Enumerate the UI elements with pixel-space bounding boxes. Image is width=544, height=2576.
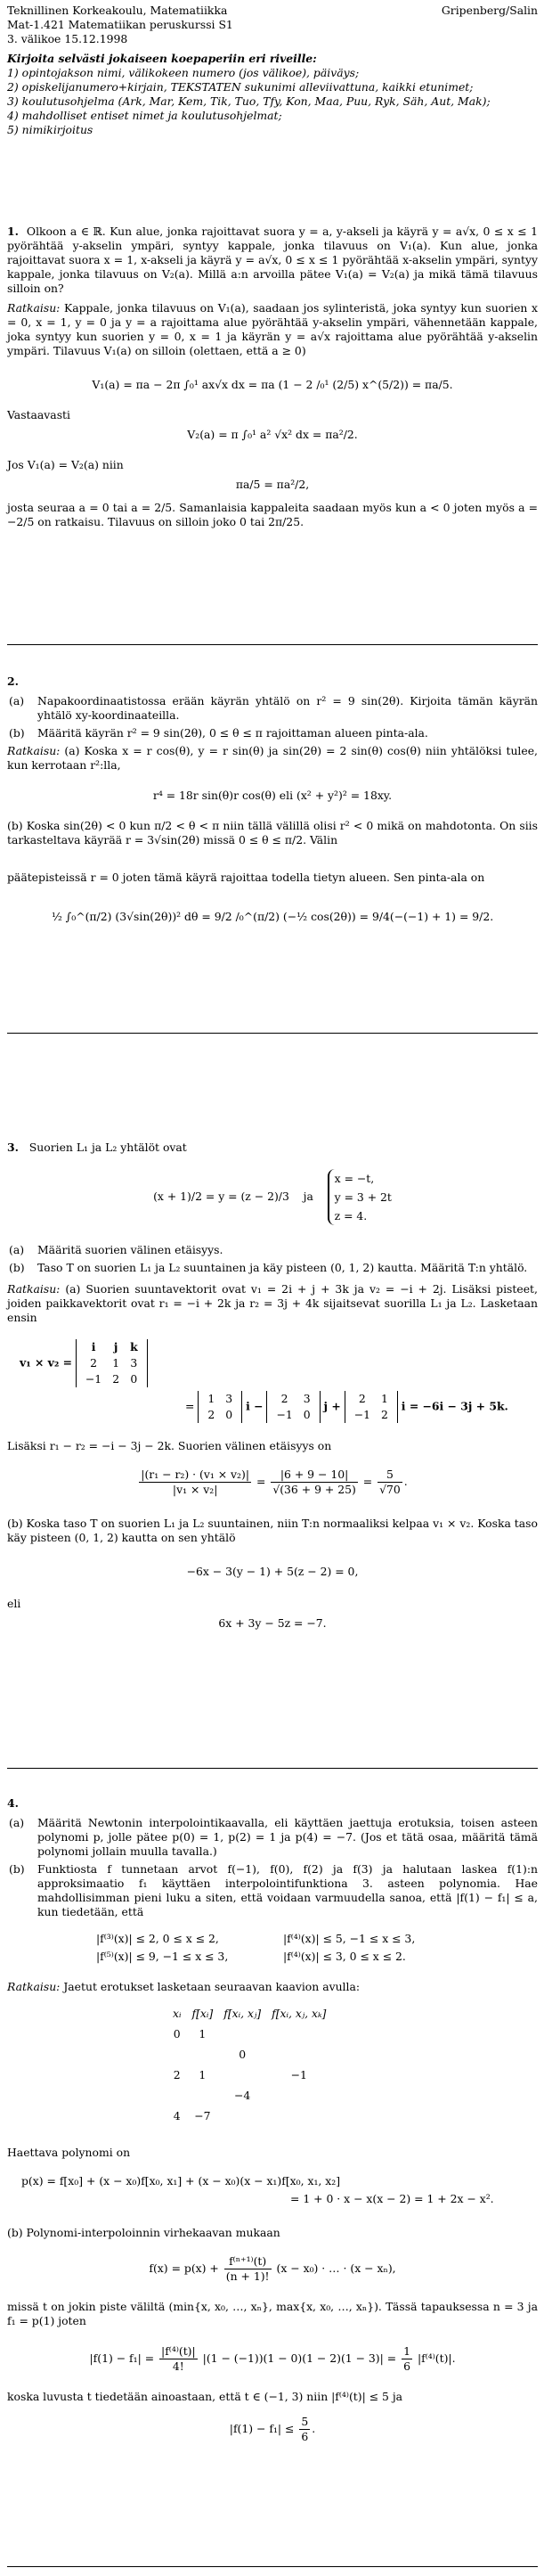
- minor-1: [198, 1391, 242, 1423]
- table-cell: [266, 2106, 331, 2126]
- table-row: [167, 2106, 331, 2126]
- divider: [7, 644, 538, 645]
- matrix-cell: 2: [207, 1408, 215, 1421]
- equation-equal: πa/5 = πa²/2,: [235, 478, 310, 491]
- exam-header: [7, 4, 538, 137]
- text-eli: eli: [7, 1597, 21, 1610]
- table-cell: [186, 2044, 218, 2065]
- table-cell: [266, 2024, 331, 2044]
- problem-part-a: (a) Määritä suorien välinen etäisyys.: [9, 1243, 223, 1256]
- matrix-row: [80, 1371, 143, 1387]
- equation-bound: |f(1) − f₁| = $\frac{\text{|f⁽⁴⁾(t)|}}{4!}$ |(1 − (−1))(1 − 0)(1 − 2)(1 − 3)| = $\frac{1}{6}$ |f⁽⁴⁾(t)|.: [89, 2344, 456, 2373]
- equation-final: |f(1) − f₁| ≤ $\frac{5}{6}$ .: [229, 2415, 316, 2443]
- line-l1-equation: (x + 1)/2 = y = (z − 2)/3: [153, 1190, 289, 1203]
- text-polynomial: Haettava polynomi on: [7, 2146, 131, 2159]
- equation-xy: r⁴ = 18r sin(θ)r cos(θ) eli (x² + y²)² = 18xy.: [152, 789, 393, 802]
- table-cell: −4: [234, 2088, 251, 2102]
- table-cell: [186, 2085, 218, 2106]
- table-header: f[xᵢ]: [191, 2006, 214, 2020]
- equation-v1: V₁(a) = πa − 2π ∫₀¹ ax√x dx = πa (1 − 2 /₀¹ (2/5) x^(5/2)) = πa/5.: [92, 378, 453, 391]
- matrix-row: [271, 1407, 315, 1423]
- table-cell: 2: [173, 2067, 181, 2081]
- instruction-4: 4) mahdolliset entiset nimet ja koulutusohjelmat;: [7, 109, 282, 122]
- table-row: [167, 2024, 331, 2044]
- line-l2-system: x = −t, y = 3 + 2t z = 4.: [328, 1169, 392, 1225]
- conclusion-text: josta seuraa a = 0 tai a = 2/5. Samanlaisia kappaleita saadaan myös kun a < 0 joten myös a = −2/5 on ratkaisu. Tilavuus on silloin joko 0 tai 2π/25.: [7, 501, 538, 528]
- table-cell: 1: [199, 2026, 207, 2040]
- matrix-cell: 0: [130, 1372, 138, 1386]
- table-row: [167, 2085, 331, 2106]
- table-cell: −7: [194, 2108, 211, 2122]
- problem-number: 4.: [7, 1796, 19, 1810]
- matrix-row: [349, 1407, 394, 1423]
- instruction-1: 1) opintojakson nimi, välikokeen numero (jos välikoe), päiväys;: [7, 66, 360, 79]
- and-word: ja: [303, 1190, 313, 1203]
- cross-expansion: = 1 3 2 0 i − 2 3 −1 0 j + 2 1 −1 2 i = −6i − 3j + 5k.: [185, 1392, 508, 1421]
- divider: [7, 1768, 538, 1769]
- equation-distance: $\frac{\text{|(r₁ − r₂) · (v₁ × v₂)|}}{\text{|v₁ × v₂|}}$ = $\frac{|6 + 9 - 10|}{√(36 + 9 + 25)}$ = $\frac{5}{√70}$ .: [141, 1468, 408, 1496]
- solution-b-text: (b) Polynomi-interpoloinnin virhekaavan mukaan: [7, 2226, 280, 2239]
- table-cell: 4: [173, 2108, 181, 2122]
- matrix-cell: 1: [112, 1356, 120, 1370]
- matrix-row: [271, 1391, 315, 1407]
- minor-3: [345, 1391, 398, 1423]
- solution-b-text: (b) Koska taso T on suorien L₁ ja L₂ suuntainen, niin T:n normaaliksi kelpaa v₁ × v₂. Koska taso käy pisteen (0, 1, 2) kautta on sen yhtälö: [7, 1517, 538, 1544]
- table-cell: [218, 2106, 266, 2126]
- table-cell: 0: [173, 2026, 181, 2040]
- problem-number: 1.: [7, 225, 19, 238]
- matrix-cell: 0: [225, 1408, 233, 1421]
- table-cell: [218, 2024, 266, 2044]
- problem-number: 3.: [7, 1141, 19, 1154]
- solution-a-text: (a) Suorien suuntavektorit ovat v₁ = 2i + j + 3k ja v₂ = −i + 2j. Lisäksi pisteet, joiden paikkavektorit ovat r₁ = −i + 2k ja r₂ = 3j + 4k sijaitsevat suorilla L₁ ja L₂. Lasketaan ensin: [7, 1282, 538, 1324]
- minor-2: [266, 1391, 320, 1423]
- equation-area: ½ ∫₀^(π/2) (3√sin(2θ))² dθ = 9/2 /₀^(π/2) (−½ cos(2θ)) = 9/4(−(−1) + 1) = 9/2.: [51, 910, 494, 923]
- matrix-cell: 2: [280, 1392, 288, 1405]
- institution: Teknillinen Korkeakoulu, Matematiikka: [7, 4, 228, 17]
- table-cell: −1: [290, 2067, 307, 2081]
- matrix-cell: 2: [380, 1408, 388, 1421]
- table-cell: [266, 2085, 331, 2106]
- problem-part-b: (b) Määritä käyrän r² = 9 sin(2θ), 0 ≤ θ ≤ π rajoittaman alueen pinta-ala.: [9, 726, 428, 740]
- problem-part-a: (a) Määritä Newtonin interpolointikaavalla, eli käyttäen jaettuja erotuksia, toisen asteen polynomi p, jolle pätee p(0) = 1, p(2) = 1 ja p(4) = −7. (Jos et tätä osaa, määritä tämä polynomi jollain muulla tavalla.): [9, 1816, 538, 1858]
- table-cell: [266, 2044, 331, 2065]
- problem-3: [7, 1141, 538, 1631]
- equation-plane-1: −6x − 3(y − 1) + 5(z − 2) = 0,: [186, 1565, 359, 1578]
- problem-statement: Suorien L₁ ja L₂ yhtälöt ovat: [28, 1141, 187, 1154]
- solution-a-text: Jaetut erotukset lasketaan seuraavan kaavion avulla:: [63, 1980, 361, 1993]
- text-koska: koska luvusta t tiedetään ainoastaan, että t ∈ (−1, 3) niin |f⁽⁴⁾(t)| ≤ 5 ja: [7, 2390, 403, 2403]
- matrix-cell: 1: [207, 1392, 215, 1405]
- solution-label: Ratkaisu:: [7, 1980, 61, 1993]
- matrix-cell: j: [113, 1340, 118, 1353]
- table-header: f[xᵢ, xⱼ, xₖ]: [272, 2006, 327, 2020]
- matrix-cell: 2: [90, 1356, 97, 1370]
- matrix-cell: −1: [276, 1408, 293, 1421]
- matrix-cell: 3: [225, 1392, 233, 1405]
- text-vastaavasti: Vastaavasti: [7, 408, 70, 421]
- derivative-bounds: |f⁽³⁾(x)| ≤ 2, 0 ≤ x ≤ 2, |f⁽⁴⁾(x)| ≤ 5, −1 ≤ x ≤ 3, |f⁽⁵⁾(x)| ≤ 9, −1 ≤ x ≤ 3, |f⁽⁴⁾(x)| ≤ 3, 0 ≤ x ≤ 2.: [96, 1932, 416, 1963]
- problem-part-b: (b) Taso T on suorien L₁ ja L₂ suuntainen ja käy pisteen (0, 1, 2) kautta. Määritä T:n yhtälö.: [9, 1261, 528, 1274]
- equation-polynomial-1: p(x) = f[x₀] + (x − x₀)f[x₀, x₁] + (x − x₀)(x − x₁)f[x₀, x₁, x₂]: [21, 2174, 341, 2188]
- table-header: f[xᵢ, xⱼ]: [223, 2006, 262, 2020]
- instruction-5: 5) nimikirjoitus: [7, 123, 93, 136]
- table-cell: [167, 2044, 186, 2065]
- solution-text: Kappale, jonka tilavuus on V₁(a), saadaan jos sylinteristä, joka syntyy kun suorien x = 0, x = 1, y = 0 ja y = a rajoittama alue pyörähtää y-akselin ympäri, vähennetään kappale, joka syntyy kun suorien y = 0, x = 1 ja käyrän y = a√x rajoittama alue pyörähtää y-akselin ympäri. Tilavuus V₁(a) on silloin (olettaen, että a ≥ 0): [7, 301, 538, 357]
- divider: [7, 2566, 538, 2567]
- instruction-3: 3) koulutusohjelma (Ark, Mar, Kem, Tik, Tuo, Tfy, Kon, Maa, Puu, Ryk, Säh, Aut, Mak);: [7, 94, 491, 108]
- divided-differences-table: [167, 2003, 538, 2126]
- matrix-cell: 3: [303, 1392, 311, 1405]
- equation-v2: V₂(a) = π ∫₀¹ a² √x² dx = πa²/2.: [187, 428, 358, 441]
- matrix-row: [349, 1391, 394, 1407]
- matrix-cell: 0: [303, 1408, 311, 1421]
- table-row: [167, 2065, 331, 2085]
- table-row: [167, 2044, 331, 2065]
- solution-label: Ratkaisu:: [7, 744, 61, 757]
- problem-2: [7, 675, 538, 924]
- table-cell: 0: [239, 2047, 247, 2061]
- table-cell: [167, 2085, 186, 2106]
- problem-number: 2.: [7, 675, 19, 688]
- matrix-cell: i: [91, 1340, 96, 1353]
- authors: Gripenberg/Salin: [441, 4, 538, 17]
- matrix-row: [202, 1407, 238, 1423]
- solution-b-text-2: päätepisteissä r = 0 joten tämä käyrä rajoittaa todella tietyn alueen. Sen pinta-ala on: [7, 871, 485, 884]
- text-jos: Jos V₁(a) = V₂(a) niin: [7, 458, 124, 471]
- problem-statement: Olkoon a ∈ ℝ. Kun alue, jonka rajoittavat suora y = a, y-akseli ja käyrä y = a√x, 0 ≤ x ≤ 1 pyörähtää y-akselin ympäri, syntyy kappale, jonka tilavuus on V₁(a). Kun alue, jonka rajoittavat suora x = 1, x-akseli ja käyrä y = a√x, 0 ≤ x ≤ 1 pyörähtää x-akselin ympäri, syntyy kappale, jonka tilavuus on V₂(a). Millä a:n arvoilla pätee V₁(a) = V₂(a) ja mikä tämä tilavuus silloin on?: [7, 225, 538, 295]
- matrix-row: [80, 1339, 143, 1355]
- solution-label: Ratkaisu:: [7, 301, 61, 315]
- equation-plane-2: 6x + 3y − 5z = −7.: [218, 1616, 327, 1630]
- divider: [7, 1033, 538, 1034]
- exam-title: 3. välikoe 15.12.1998: [7, 32, 128, 45]
- instructions-title: Kirjoita selvästi jokaiseen koepaperiin eri riveille:: [7, 52, 317, 65]
- matrix-cell: k: [130, 1340, 138, 1353]
- problem-part-a: (a) Napakoordinaatistossa erään käyrän yhtälö on r² = 9 sin(2θ). Kirjoita tämän käyrän yhtälö xy-koordinaateilla.: [9, 694, 538, 722]
- solution-label: Ratkaisu:: [7, 1282, 61, 1296]
- matrix-cell: 2: [358, 1392, 366, 1405]
- instruction-2: 2) opiskelijanumero+kirjain, TEKSTATEN sukunimi alleviivattuna, kaikki etunimet;: [7, 80, 474, 94]
- matrix-row: [80, 1355, 143, 1371]
- equation-error: f(x) = p(x) + $\frac{\text{f⁽ⁿ⁺¹⁾(t)}}{(n + 1)!}$ (x − x₀) · … · (x − xₙ),: [149, 2254, 396, 2283]
- text-difference: Lisäksi r₁ − r₂ = −i − 3j − 2k. Suorien välinen etäisyys on: [7, 1439, 332, 1452]
- matrix-cell: −1: [353, 1408, 370, 1421]
- matrix-cell: −1: [85, 1372, 102, 1386]
- matrix-cell: 3: [130, 1356, 138, 1370]
- table-cell: 1: [199, 2067, 207, 2081]
- matrix-cell: 2: [112, 1372, 120, 1386]
- table-cell: [218, 2065, 266, 2085]
- matrix-cell: 1: [380, 1392, 388, 1405]
- table-header: xᵢ: [173, 2006, 182, 2020]
- text-t: missä t on jokin piste väliltä (min{x, x₀, …, xₙ}, max{x, x₀, …, xₙ}). Tässä tapauksessa n = 3 ja f₁ = p(1) joten: [7, 2300, 538, 2327]
- determinant-3x3: [76, 1339, 148, 1387]
- cross-product: v₁ × v₂ = i j k 2 1 3 −1 2 0: [20, 1339, 538, 1387]
- course-name: Mat-1.421 Matematiikan peruskurssi S1: [7, 18, 233, 31]
- solution-b-text: (b) Koska sin(2θ) < 0 kun π/2 < θ < π niin tällä välillä olisi r² < 0 mikä on mahdotonta. On siis tarkasteltava käyrää r = 3√sin(2θ) missä 0 ≤ θ ≤ π/2. Välin: [7, 819, 538, 846]
- matrix-row: [202, 1391, 238, 1407]
- equation-polynomial-2: = 1 + 0 · x − x(x − 2) = 1 + 2x − x².: [290, 2192, 494, 2205]
- problem-part-b: (b) Funktiosta f tunnetaan arvot f(−1), f(0), f(2) ja f(3) ja halutaan laskea f(1):n approksimaatio f₁ käyttäen interpolointifunktiona 3. asteen polynomia. Hae mahdollisimman pieni luku a siten, että voidaan varmuudella sanoa, että |f(1) − f₁| ≤ a, kun tiedetään, että: [9, 1862, 538, 1918]
- solution-a-text: (a) Koska x = r cos(θ), y = r sin(θ) ja sin(2θ) = 2 sin(θ) cos(θ) niin yhtälöksi tulee, kun kerrotaan r²:lla,: [7, 744, 538, 772]
- problem-4: [7, 1796, 538, 2444]
- problem-1: [7, 225, 538, 529]
- line-equations: [7, 1169, 538, 1225]
